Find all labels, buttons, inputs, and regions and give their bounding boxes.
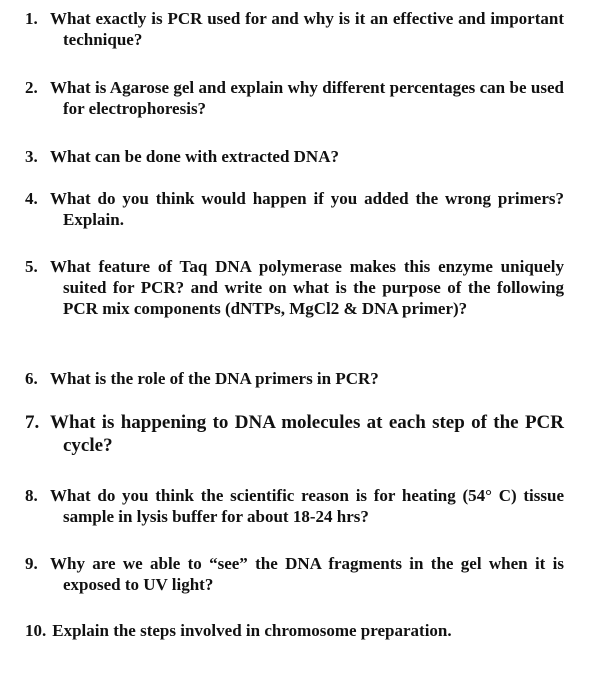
question-5: 5. What feature of Taq DNA polymerase makes this enzyme uniquely suited for PCR? and write on what is the purpose of the following PCR mix components (dNTPs, MgCl2 & DNA primer)? [25, 257, 564, 318]
question-2: 2. What is Agarose gel and explain why different percentages can be used for electrophoresis? [25, 78, 564, 118]
question-text: What exactly is PCR used for and why is it an effective and important technique? [50, 9, 564, 49]
question-7: 7. What is happening to DNA molecules at each step of the PCR cycle? [25, 412, 564, 456]
question-text: What is the role of the DNA primers in PCR? [50, 369, 379, 388]
question-text: What is Agarose gel and explain why different percentages can be used for electrophoresis? [50, 78, 564, 118]
question-3: 3. What can be done with extracted DNA? [25, 147, 339, 166]
question-8: 8. What do you think the scientific reason is for heating (54° C) tissue sample in lysis buffer for about 18-24 hrs? [25, 486, 564, 526]
question-10 [25, 620, 564, 641]
question-text: What can be done with extracted DNA? [50, 147, 339, 166]
question-text: Explain the steps involved in chromosome preparation. [52, 621, 452, 640]
question-1: 1. What exactly is PCR used for and why is it an effective and important technique? [25, 9, 564, 49]
question-text: What do you think would happen if you added the wrong primers? Explain. [50, 189, 564, 229]
question-number: 10. [25, 621, 47, 640]
question-9: 9. Why are we able to “see” the DNA fragments in the gel when it is exposed to UV light? [25, 554, 564, 594]
question-text: What do you think the scientific reason is for heating (54° C) tissue sample in lysis buffer for about 18-24 hrs? [50, 486, 564, 526]
question-text: What feature of Taq DNA polymerase makes this enzyme uniquely suited for PCR? and write on what is the purpose of the following PCR mix components (dNTPs, MgCl2 & DNA primer)? [50, 257, 564, 318]
question-text: What is happening to DNA molecules at each step of the PCR cycle? [50, 412, 564, 456]
question-6: 6. What is the role of the DNA primers in PCR? [25, 369, 379, 388]
question-text: Why are we able to “see” the DNA fragments in the gel when it is exposed to UV light? [50, 554, 564, 594]
question-4: 4. What do you think would happen if you added the wrong primers? Explain. [25, 189, 564, 229]
